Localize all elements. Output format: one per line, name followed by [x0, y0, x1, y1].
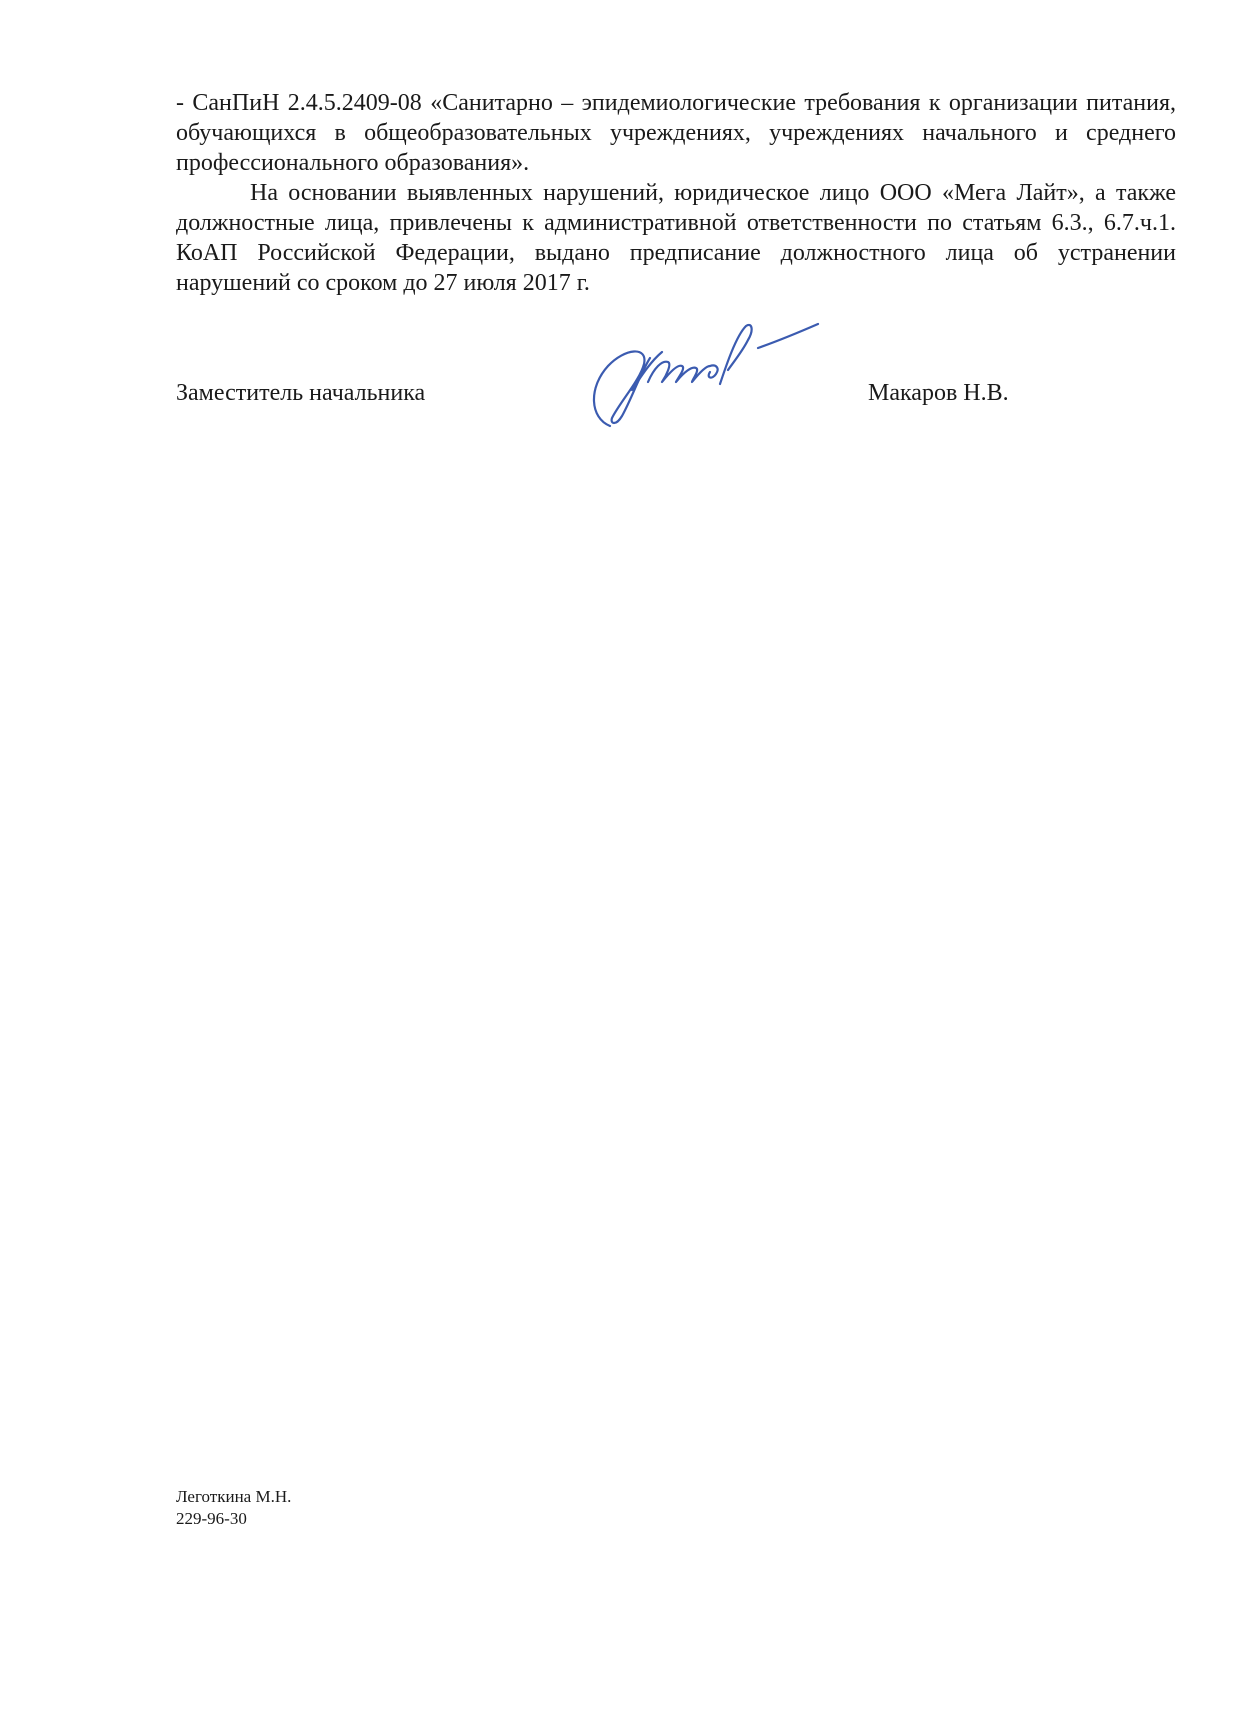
paragraph-sanpin: - СанПиН 2.4.5.2409-08 «Санитарно – эпидемиологические требования к организации питания, обучающихся в общеобразовательных учреждениях, учреждениях начального и среднего профессионального образования». [176, 90, 1176, 176]
executor-phone: 229-96-30 [176, 1509, 247, 1528]
executor-block [176, 1486, 291, 1530]
document-body [176, 88, 1176, 298]
signatory-name: Макаров Н.В. [868, 380, 1009, 406]
signatory-title: Заместитель начальника [176, 380, 426, 406]
handwritten-signature [570, 318, 830, 438]
paragraph-violations: На основании выявленных нарушений, юридическое лицо ООО «Мега Лайт», а также должностные лица, привлечены к административной ответственности по статьям 6.3., 6.7.ч.1. КоАП Российской Федерации, выдано предписание должностного лица об устранении нарушений со сроком до 27 июля 2017 г. [176, 180, 1176, 296]
executor-name: Леготкина М.Н. [176, 1487, 292, 1506]
